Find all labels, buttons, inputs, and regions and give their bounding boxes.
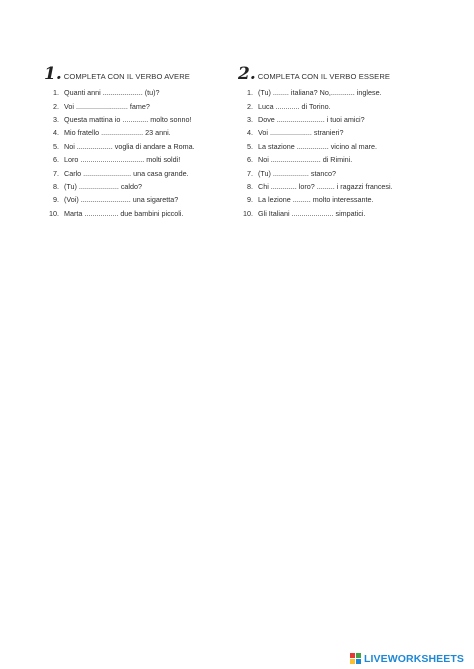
list-item: 9. (Voi) ......................... una sigaretta? <box>53 195 179 205</box>
exercise-1-header <box>44 64 234 84</box>
list-item: 8. (Tu) .................... caldo? <box>53 181 143 191</box>
exercise-1 <box>44 64 234 220</box>
exercise-1-title: COMPLETA CON IL VERBO AVERE <box>63 72 190 81</box>
list-item: 3. Questa mattina io ............. molto sonno! <box>53 114 192 124</box>
list-item: 4. Mio fratello ..................... 23 anni. <box>53 128 171 138</box>
list-item: 3. Dove ........................ i tuoi amici? <box>247 114 365 124</box>
exercise-2-number: 2. <box>238 64 256 84</box>
list-item: 7. Carlo ........................ una casa grande. <box>53 168 189 178</box>
exercise-2-list <box>238 86 438 220</box>
liveworksheets-logo[interactable] <box>350 653 464 665</box>
list-item: 6. Noi ......................... di Rimini. <box>247 155 353 165</box>
exercise-2-header <box>238 64 438 84</box>
list-item: 1. Quanti anni .................... (tu)? <box>53 88 160 98</box>
list-item: 9. La lezione ......... molto interessante. <box>247 195 374 205</box>
exercise-1-number: 1. <box>44 64 62 84</box>
exercise-2-title: COMPLETA CON IL VERBO ESSERE <box>257 72 391 81</box>
list-item: 2. Voi .......................... fame? <box>53 101 150 111</box>
liveworksheets-logo-icon <box>350 653 362 665</box>
list-item: 4. Voi ..................... stranieri? <box>247 128 344 138</box>
list-item: 5. Noi .................. voglia di andare a Roma. <box>53 141 195 151</box>
brand-name: LIVEWORKSHEETS <box>364 653 464 665</box>
exercise-2 <box>238 64 438 220</box>
list-item: 6. Loro ................................ molti soldi! <box>53 155 181 165</box>
list-item: 5. La stazione ................ vicino al mare. <box>247 141 378 151</box>
list-item: 8. Chi ............. loro? ......... i ragazzi francesi. <box>247 181 393 191</box>
list-item: 10. Marta ................. due bambini piccoli. <box>49 208 184 218</box>
list-item: 7. (Tu) .................. stanco? <box>247 168 337 178</box>
list-item: 2. Luca ............ di Torino. <box>247 101 331 111</box>
exercise-1-list <box>44 86 234 220</box>
list-item: 1. (Tu) ........ italiana? No,............ inglese. <box>247 88 382 98</box>
list-item: 10. Gli Italiani ..................... simpatici. <box>243 208 366 218</box>
